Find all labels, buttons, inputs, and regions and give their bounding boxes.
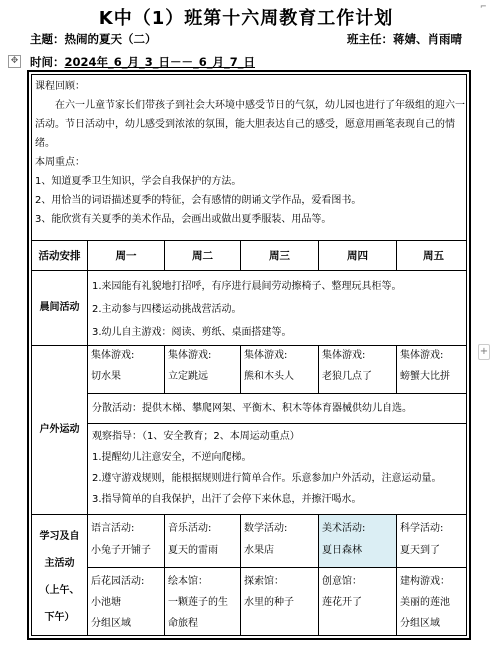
table-rule <box>164 345 165 393</box>
review-heading: 课程回顾： <box>35 81 85 92</box>
teacher-label: 班主任：蒋婧、肖雨晴 <box>347 32 462 46</box>
learning-activity <box>322 518 395 562</box>
morning-item: 3.幼儿自主游戏：阅读、剪纸、桌面搭建等。 <box>92 327 292 338</box>
table-rule <box>87 423 466 424</box>
table-rule <box>87 240 88 635</box>
plan-table-inner <box>31 74 467 636</box>
group-game-name: 熊和木头人 <box>244 371 294 382</box>
guidance-item: 2.遵守游戏规则，能根据规则进行简单合作。乐意参加户外活动，注意运动量。 <box>92 473 442 484</box>
learning-area <box>322 571 395 613</box>
focus-item: 1、知道夏季卫生知识，学会自我保护的方法。 <box>35 176 242 187</box>
morning-item: 1.来园能有礼貌地打招呼，有序进行晨间劳动擦椅子、整理玩具柜等。 <box>92 281 402 292</box>
learning-area <box>91 571 163 634</box>
guidance-title: 观察指导：（1、安全教育；2、本周运动重点） <box>92 431 300 442</box>
table-rule <box>396 345 397 393</box>
learning-area-line: 美丽的莲池 <box>400 597 450 608</box>
table-rule <box>87 393 466 394</box>
plus-icon[interactable]: + <box>478 344 490 360</box>
learning-label-line: 主活动 <box>44 558 75 569</box>
learning-activity-name: 夏天到了 <box>400 545 440 556</box>
time-value: 2024年_6_月_3_日－－_6_月_7_日 <box>64 55 256 69</box>
learning-area-title: 绘本馆： <box>168 576 208 587</box>
table-rule <box>164 514 165 635</box>
header-day: 周三 <box>269 249 290 262</box>
guidance-item: 3.指导简单的自我保护，出汗了会停下来休息，并擦汗喝水。 <box>92 494 362 505</box>
group-game-name: 螃蟹大比拼 <box>400 371 450 382</box>
learning-activity <box>91 518 163 562</box>
corner-mark-icon: ⌐ <box>480 2 487 11</box>
header-day: 周四 <box>347 249 368 262</box>
header-day: 周五 <box>423 249 444 262</box>
learning-activity <box>400 518 470 562</box>
move-icon[interactable]: ✥ <box>8 55 21 68</box>
learning-area-line: 命旅程 <box>168 618 198 629</box>
group-game-title: 集体游戏: <box>244 350 288 361</box>
learning-area-title: 探索馆： <box>244 576 284 587</box>
header-day: 周一 <box>115 249 137 262</box>
morning-item: 2.主动参与四楼运动挑战营活动。 <box>92 304 242 315</box>
learning-activity <box>168 518 239 562</box>
table-rule <box>240 514 241 635</box>
header-day: 周二 <box>192 249 213 262</box>
learning-activity-title: 音乐活动: <box>168 523 212 534</box>
learning-area-line: 分组区域 <box>400 618 440 629</box>
group-game-name: 切水果 <box>91 371 121 382</box>
theme-label: 主题：热闹的夏天（二） <box>30 32 157 46</box>
focus-item: 3、能欣赏有关夏季的美术作品，会画出或做出夏季服装、用品等。 <box>35 214 332 225</box>
morning-activities <box>92 275 470 344</box>
group-game-title: 集体游戏: <box>168 350 212 361</box>
meta-row-time <box>30 54 470 70</box>
table-rule <box>318 345 319 393</box>
table-rule <box>32 270 466 271</box>
table-rule <box>396 514 397 635</box>
table-rule <box>32 514 466 515</box>
group-game <box>91 347 163 385</box>
group-game-title: 集体游戏: <box>400 350 444 361</box>
learning-label-line: 学习及自 <box>39 531 80 542</box>
learning-activity-title: 数学活动: <box>244 523 288 534</box>
learning-area-line: 水里的种子 <box>244 597 294 608</box>
learning-area-title: 创意馆： <box>322 576 362 587</box>
table-rule <box>87 567 466 568</box>
focus-item: 2、用恰当的词语描述夏季的特征，会有感情的朗诵文学作品，爱看图书。 <box>35 195 362 206</box>
learning-activity-name: 小兔子开铺子 <box>91 545 151 556</box>
learning-label-line: 下午） <box>44 612 75 623</box>
group-game-name: 立定跳远 <box>168 371 208 382</box>
learning-label <box>32 515 87 639</box>
guidance-item: 1.提醒幼儿注意安全，不逆向爬梯。 <box>92 452 252 463</box>
group-game-title: 集体游戏: <box>91 350 135 361</box>
learning-area-title: 建构游戏： <box>400 576 450 587</box>
learning-label-line: （上午、 <box>39 585 80 596</box>
dispersed-activity: 分散活动：提供木梯、攀爬网架、平衡木、积木等体育器械供幼儿自选。 <box>92 403 412 414</box>
group-game <box>400 347 470 385</box>
header-activity: 活动安排 <box>38 249 81 262</box>
learning-area <box>168 571 239 634</box>
learning-activity-title: 科学活动: <box>400 523 444 534</box>
learning-area-line: 一颗莲子的生 <box>168 597 228 608</box>
group-game <box>168 347 239 385</box>
page-title: K中（1）班第十六周教育工作计划 <box>98 8 394 29</box>
group-game <box>244 347 317 385</box>
plan-table <box>27 70 471 640</box>
learning-area <box>400 571 470 634</box>
learning-activity-title: 美术活动: <box>322 523 366 534</box>
course-review <box>35 77 467 239</box>
meta-row-theme <box>30 31 470 47</box>
table-rule <box>32 345 466 346</box>
learning-area-line: 分组区域 <box>91 618 131 629</box>
learning-activity-name: 水果店 <box>244 545 274 556</box>
learning-area <box>244 571 317 613</box>
learning-area-title: 后花园活动: <box>91 576 145 587</box>
table-rule <box>240 345 241 393</box>
morning-label: 晨间活动 <box>39 302 80 313</box>
time-label: 时间： <box>30 55 65 69</box>
learning-activity-name: 夏日森林 <box>322 545 362 556</box>
learning-area-line: 小池塘 <box>91 597 121 608</box>
group-game-title: 集体游戏: <box>322 350 366 361</box>
learning-activity <box>244 518 317 562</box>
learning-area-line: 莲花开了 <box>322 597 362 608</box>
learning-activity-name: 夏天的雷雨 <box>168 545 218 556</box>
focus-heading: 本周重点： <box>35 157 85 168</box>
review-paragraph: 在六一儿童节家长们带孩子到社会大环境中感受节日的气氛，幼儿园也进行了年级组的迎六一活动。节日活动中，幼儿感受到浓浓的氛围，能大胆表达自己的感受，愿意用画笔表现自己的情绪。 <box>35 100 465 149</box>
group-game-name: 老狼几点了 <box>322 371 372 382</box>
learning-activity-title: 语言活动: <box>91 523 135 534</box>
outdoor-label: 户外运动 <box>39 424 80 435</box>
guidance <box>92 426 470 510</box>
group-game <box>322 347 395 385</box>
